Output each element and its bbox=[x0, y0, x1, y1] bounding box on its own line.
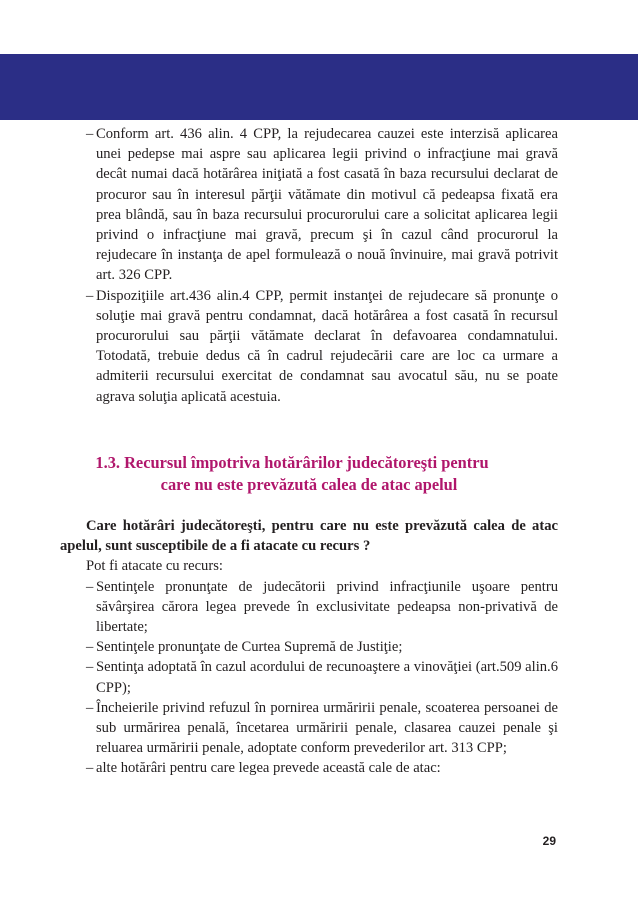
list-dash: – bbox=[86, 699, 94, 716]
list-dash: – bbox=[86, 578, 94, 595]
list-item-text: alte hotărâri pentru care legea prevede această cale de atac: bbox=[96, 760, 441, 777]
list-dash: – bbox=[86, 126, 94, 142]
list-item-text: Sentinţa adoptată în cazul acordului de recunoaştere a vinovăţiei (art.509 alin.6 CPP); bbox=[96, 659, 558, 696]
list-item bbox=[60, 637, 558, 657]
section-heading-line2: care nu este prevăzută calea de atac apelul bbox=[160, 475, 458, 494]
section-heading bbox=[60, 452, 558, 496]
list-item-text: Încheierile privind refuzul în pornirea urmăririi penale, scoaterea persoanei de sub urmărirea penală, încetarea urmăririi penale, clasarea cauzei penale şi reluarea urmăririi penale, adoptate conform prevederilor art. 313 CPP; bbox=[96, 699, 558, 757]
section-body bbox=[60, 516, 558, 779]
top-text-block bbox=[60, 124, 558, 407]
lead-in-text: Pot fi atacate cu recurs: bbox=[86, 558, 223, 575]
list-item bbox=[60, 698, 558, 759]
list-item-text: Sentinţele pronunţate de judecătorii privind infracţiunile uşoare pentru săvârşirea cărora legea prevede în exclusivitate pedeapsa non-privativă de libertate; bbox=[96, 578, 558, 636]
list-item-text: Sentinţele pronunţate de Curtea Supremă de Justiţie; bbox=[96, 639, 403, 656]
paragraph-text: Dispoziţiile art.436 alin.4 CPP, permit instanţei de rejudecare să pronunţe o soluţie mai gravă pentru condamnat, dacă hotărârea a fost casată în recursul procurorului sau părţii vătămate declarat în defavoarea condamnatului. Totodată, trebuie dedus că în cadrul rejudecării care are loc ca urmare a admiterii recursului exercitat de condamnat sau avocatul său, nu se poate agrava soluţia aplicată acestuia. bbox=[96, 287, 558, 405]
list-item bbox=[60, 758, 558, 778]
paragraph-art-436-alin-4 bbox=[60, 124, 558, 286]
header-band bbox=[0, 54, 638, 120]
list-dash: – bbox=[86, 287, 94, 304]
list-dash: – bbox=[86, 659, 94, 676]
paragraph-text: Conform art. 436 alin. 4 CPP, la rejudecarea cauzei este interzisă aplicarea unei pedepse mai aspre sau aplicarea legii privind o infracţiune mai gravă decât numai dacă hotărârea iniţiată a fost casată în baza recursului declarat de procuror sau în interesul părţii vătămate din motivul că pedeapsa fixată era prea blândă, sau în baza recursului procurorului care a solicitat aplicarea legii privind o infracţiune mai gravă, precum şi în cazul când procurorul la rejudecare în instanţa de apel formulează o nouă învinuire, mai gravă potrivit art. 326 CPP. bbox=[96, 126, 558, 284]
section-heading-line1: 1.3. Recursul împotriva hotărârilor judecătoreşti pentru bbox=[95, 453, 489, 472]
list-dash: – bbox=[86, 639, 94, 656]
paragraph-dispozitiile bbox=[60, 286, 558, 407]
list-item bbox=[60, 577, 558, 638]
list-item bbox=[60, 657, 558, 697]
question-text: Care hotărâri judecătoreşti, pentru care nu este prevăzută calea de atac apelul, sunt susceptibile de a fi atacate cu recurs ? bbox=[60, 518, 558, 555]
list-dash: – bbox=[86, 760, 94, 777]
page-number: 29 bbox=[542, 834, 556, 848]
